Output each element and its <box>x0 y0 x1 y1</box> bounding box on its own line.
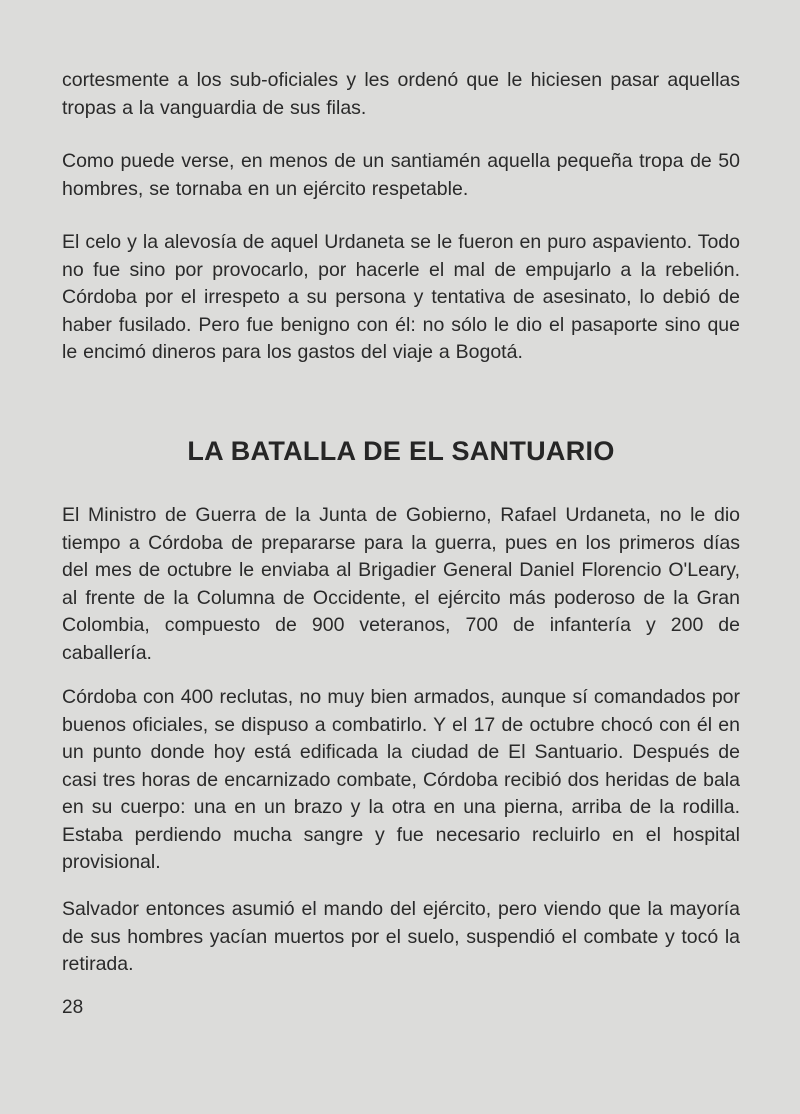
section-paragraph-3: Salvador entonces asumió el mando del ejército, pero viendo que la mayoría de sus hombres yacían muertos por el suelo, suspendió el combate y tocó la retirada. <box>62 898 740 975</box>
paragraph-3: El celo y la alevosía de aquel Urdaneta se le fueron en puro aspaviento. Todo no fue sino por provocarlo, por hacerle el mal de empujarlo a la rebelión. Córdoba por el irrespeto a su persona y tentativa de asesinato, lo debió de haber fusilado. Pero fue benigno con él: no sólo le dio el pasaporte sino que le encimó dineros para los gastos del viaje a Bogotá. <box>62 231 740 363</box>
page-number: 28 <box>62 997 84 1018</box>
section-heading: LA BATALLA DE EL SANTUARIO <box>187 436 615 466</box>
paragraph-1: cortesmente a los sub-oficiales y les ordenó que le hiciesen pasar aquellas tropas a la vanguardia de sus filas. <box>62 69 740 119</box>
paragraph-2: Como puede verse, en menos de un santiamén aquella pequeña tropa de 50 hombres, se tornaba en un ejército respetable. <box>62 150 740 200</box>
section-paragraph-2: Córdoba con 400 reclutas, no muy bien armados, aunque sí comandados por buenos oficiales, se dispuso a combatirlo. Y el 17 de octubre chocó con él en un punto donde hoy está edificada la ciudad de El Santuario. Después de casi tres horas de encarnizado combate, Córdoba recibió dos heridas de bala en su cuerpo: una en un brazo y la otra en una pierna, arriba de la rodilla. Estaba perdiendo mucha sangre y fue necesario recluirlo en el hospital provisional. <box>62 686 740 873</box>
section-paragraph-1: El Ministro de Guerra de la Junta de Gobierno, Rafael Urdaneta, no le dio tiempo a Córdoba de prepararse para la guerra, pues en los primeros días del mes de octubre le enviaba al Brigadier General Daniel Florencio O'Leary, al frente de la Columna de Occidente, el ejército más poderoso de la Gran Colombia, compuesto de 900 veteranos, 700 de infantería y 200 de caballería. <box>62 504 740 664</box>
